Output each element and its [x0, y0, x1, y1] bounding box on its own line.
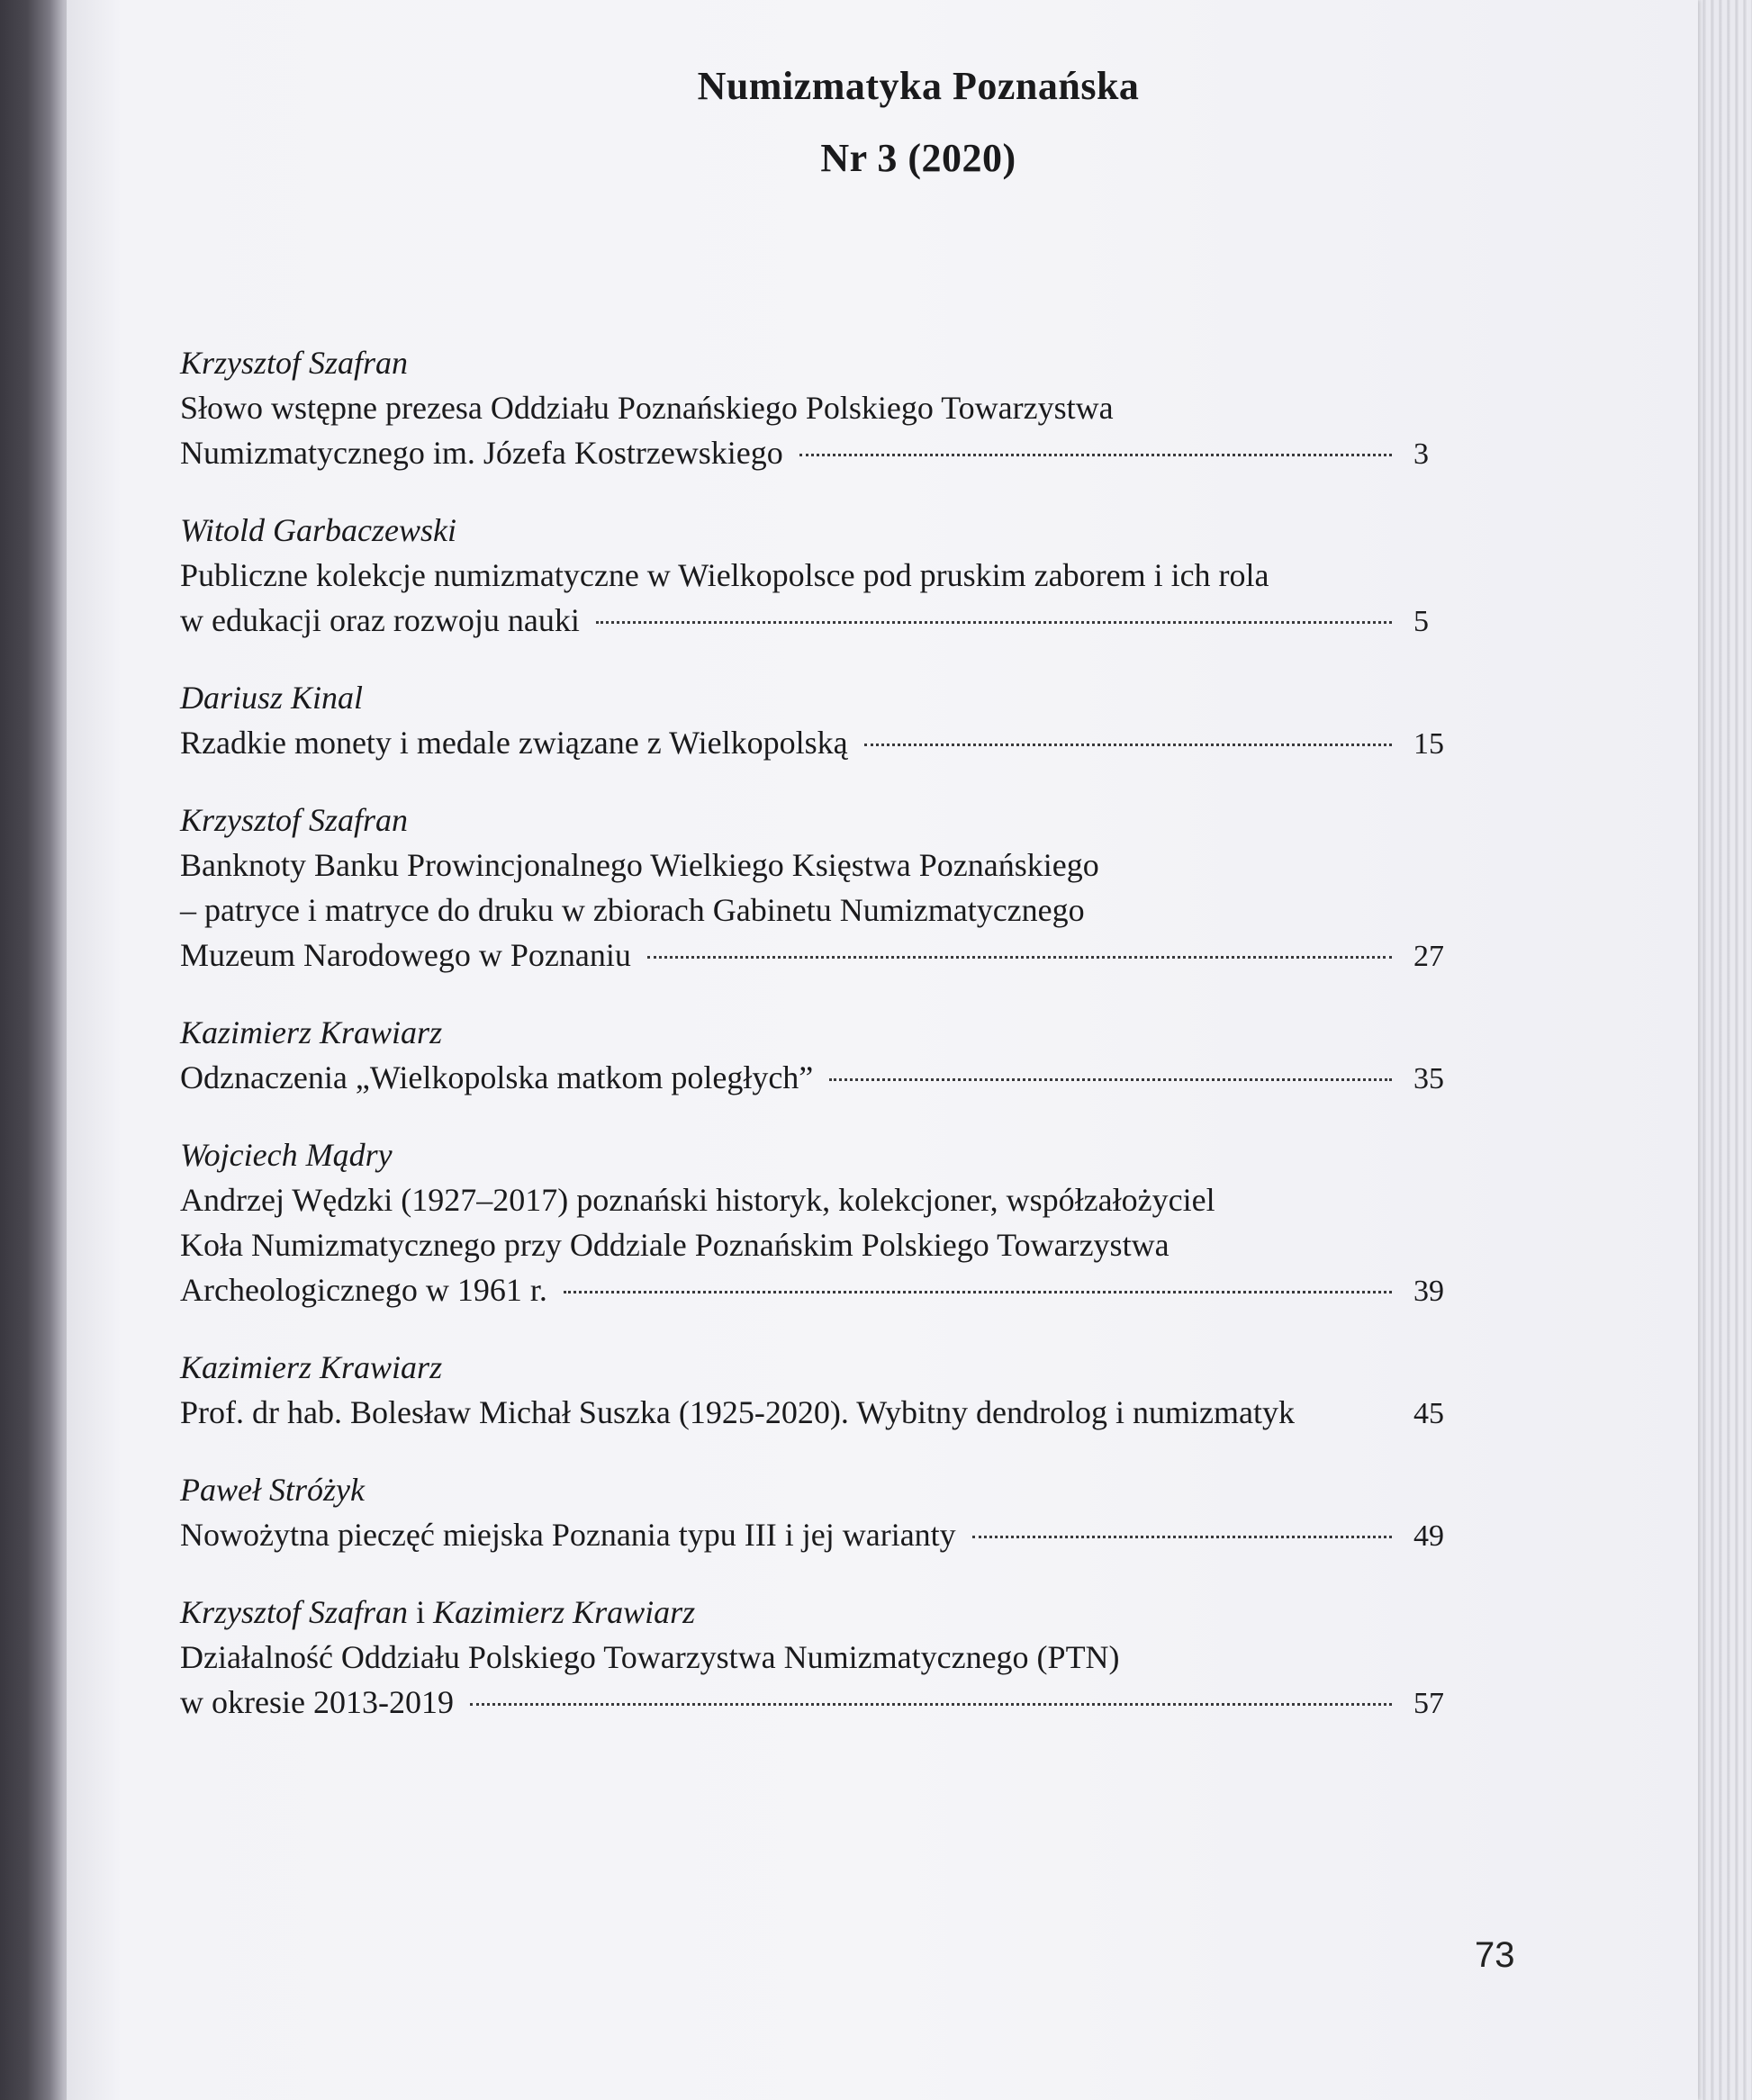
entry-author: Witold Garbaczewski [180, 512, 456, 548]
entry-page-number: 57 [1413, 1687, 1444, 1720]
dot-leader [972, 1536, 1392, 1538]
entry-page-number: 15 [1413, 727, 1444, 761]
toc-entry [180, 1345, 1585, 1437]
entry-title-last-line [180, 1390, 1477, 1437]
entry-author: Krzysztof Szafran [180, 345, 409, 381]
dot-leader [470, 1703, 1392, 1706]
dot-leader [647, 956, 1392, 959]
entry-author: Kazimierz Krawiarz [180, 1014, 443, 1050]
entry-author: Krzysztof Szafran [180, 1594, 409, 1630]
entry-authors [180, 1590, 1585, 1635]
entry-title-text: Numizmatycznego im. Józefa Kostrzewskiego [180, 435, 783, 471]
entry-title-last-line [180, 720, 1477, 767]
entry-author: Wojciech Mądry [180, 1137, 393, 1173]
entry-title-last-line [180, 430, 1477, 477]
dot-leader [799, 454, 1392, 456]
entry-title-line: Publiczne kolekcje numizmatyczne w Wielkopolsce pod pruskim zaborem i ich rola [180, 557, 1269, 593]
entry-author: Kazimierz Krawiarz [433, 1594, 696, 1630]
entry-title-text: Odznaczenia „Wielkopolska matkom poległych” [180, 1059, 814, 1095]
entry-author: Kazimierz Krawiarz [180, 1349, 443, 1385]
toc-entry [180, 675, 1585, 767]
entry-author: Krzysztof Szafran [180, 802, 409, 838]
entry-title-text: w okresie 2013-2019 [180, 1684, 454, 1720]
entry-title-line: Działalność Oddziału Polskiego Towarzystwa Numizmatycznego (PTN) [180, 1639, 1120, 1675]
page-folio-number: 73 [1475, 1935, 1515, 1975]
entry-page-number: 39 [1413, 1275, 1444, 1308]
toc-entry [180, 798, 1585, 979]
entry-title-text: Nowożytna pieczęć miejska Poznania typu III i jej warianty [180, 1517, 956, 1553]
entry-page-number: 45 [1413, 1397, 1444, 1430]
entry-title-line: – patryce i matryce do druku w zbiorach Gabinetu Numizmatycznego [180, 892, 1085, 928]
journal-title: Numizmatyka Poznańska [697, 64, 1140, 108]
dot-leader [829, 1078, 1392, 1081]
entry-page-number: 49 [1413, 1519, 1444, 1553]
entry-title-line: Andrzej Wędzki (1927–2017) poznański historyk, kolekcjoner, współzałożyciel [180, 1182, 1215, 1218]
entry-title-line: Koła Numizmatycznego przy Oddziale Poznańskim Polskiego Towarzystwa [180, 1227, 1170, 1263]
entry-author: Paweł Stróżyk [180, 1472, 365, 1508]
toc-entry [180, 1467, 1585, 1559]
entry-title-text: Rzadkie monety i medale związane z Wielkopolską [180, 725, 848, 761]
dot-leader [596, 621, 1392, 624]
entry-page-number: 27 [1413, 940, 1444, 973]
entry-title-text: Archeologicznego w 1961 r. [180, 1272, 547, 1308]
toc-entry [180, 508, 1585, 644]
entry-title-last-line [180, 598, 1477, 644]
entry-title-last-line [180, 1512, 1477, 1559]
dot-leader [564, 1291, 1392, 1293]
issue-number: Nr 3 (2020) [820, 136, 1016, 180]
entry-title-text: w edukacji oraz rozwoju nauki [180, 602, 580, 638]
toc-entry [180, 1590, 1585, 1726]
entry-title-last-line [180, 1267, 1477, 1314]
page-stack-edges [1698, 0, 1752, 2100]
toc-entry [180, 1010, 1585, 1102]
entry-page-number: 5 [1413, 605, 1429, 638]
entry-title-line: Banknoty Banku Prowincjonalnego Wielkiego Księstwa Poznańskiego [180, 847, 1099, 883]
entry-title-text: Muzeum Narodowego w Poznaniu [180, 937, 631, 973]
entry-title-last-line [180, 933, 1477, 979]
book-page [67, 0, 1698, 2100]
toc-entry [180, 340, 1585, 477]
entry-title-last-line [180, 1055, 1477, 1102]
toc-entry [180, 1132, 1585, 1314]
entry-title-text: Prof. dr hab. Bolesław Michał Suszka (1925-2020). Wybitny dendrolog i numizmatyk [180, 1394, 1295, 1430]
author-joiner: i [408, 1594, 434, 1630]
entry-title-line: Słowo wstępne prezesa Oddziału Poznańskiego Polskiego Towarzystwa [180, 390, 1114, 426]
entry-title-last-line [180, 1680, 1477, 1726]
entry-page-number: 3 [1413, 437, 1429, 471]
table-of-contents [180, 340, 1585, 1757]
dot-leader [864, 744, 1392, 746]
entry-page-number: 35 [1413, 1062, 1444, 1095]
entry-author: Dariusz Kinal [180, 680, 364, 716]
book-binding-edge [0, 0, 70, 2100]
